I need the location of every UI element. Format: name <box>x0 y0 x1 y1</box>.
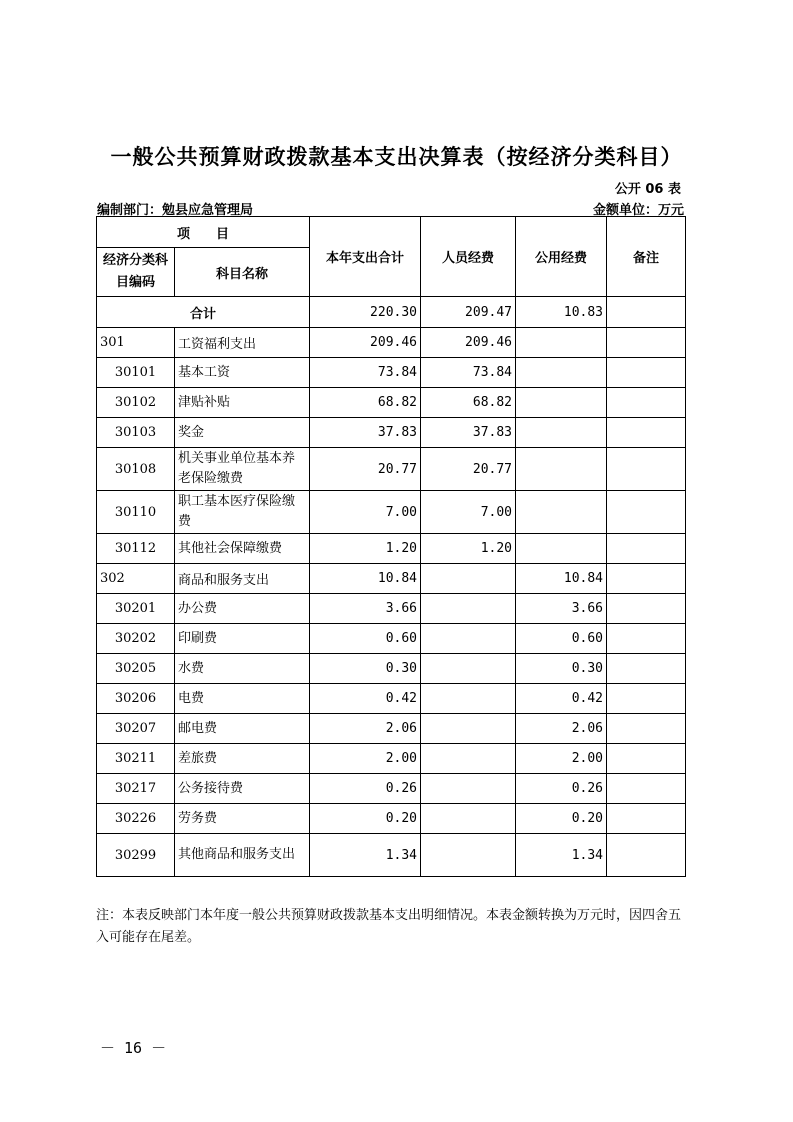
amount-unit-label: 金额单位：万元 <box>592 203 684 218</box>
row-name: 其他社会保障缴费 <box>175 534 310 564</box>
row-personnel <box>421 714 516 744</box>
row-code: 30102 <box>97 388 175 418</box>
row-remark <box>607 774 686 804</box>
row-personnel <box>421 744 516 774</box>
row-remark <box>607 594 686 624</box>
row-name: 职工基本医疗保险缴费 <box>175 491 310 534</box>
row-personnel: 7.00 <box>421 491 516 534</box>
row-code: 30299 <box>97 834 175 877</box>
row-remark <box>607 564 686 594</box>
row-name: 津贴补贴 <box>175 388 310 418</box>
row-code: 30206 <box>97 684 175 714</box>
header-personnel: 人员经费 <box>421 217 516 297</box>
row-total: 37.83 <box>310 418 421 448</box>
table-row <box>97 328 686 358</box>
row-name: 公务接待费 <box>175 774 310 804</box>
table-row <box>97 564 686 594</box>
row-public <box>516 418 607 448</box>
row-public: 0.26 <box>516 774 607 804</box>
row-personnel: 68.82 <box>421 388 516 418</box>
row-code: 30103 <box>97 418 175 448</box>
row-name: 奖金 <box>175 418 310 448</box>
row-public: 3.66 <box>516 594 607 624</box>
row-personnel <box>421 564 516 594</box>
row-code: 30108 <box>97 448 175 491</box>
row-remark <box>607 714 686 744</box>
row-total: 3.66 <box>310 594 421 624</box>
row-name: 办公费 <box>175 594 310 624</box>
row-name: 劳务费 <box>175 804 310 834</box>
row-remark <box>607 744 686 774</box>
department-label: 编制部门：勉县应急管理局 <box>97 203 254 218</box>
total-remark <box>607 297 686 328</box>
row-remark <box>607 684 686 714</box>
row-total: 20.77 <box>310 448 421 491</box>
row-remark <box>607 358 686 388</box>
row-personnel: 209.46 <box>421 328 516 358</box>
row-personnel <box>421 654 516 684</box>
row-total: 10.84 <box>310 564 421 594</box>
row-remark <box>607 834 686 877</box>
row-total: 0.60 <box>310 624 421 654</box>
row-remark <box>607 654 686 684</box>
row-name: 邮电费 <box>175 714 310 744</box>
row-name: 水费 <box>175 654 310 684</box>
row-personnel: 37.83 <box>421 418 516 448</box>
row-remark <box>607 328 686 358</box>
row-remark <box>607 491 686 534</box>
row-total: 0.30 <box>310 654 421 684</box>
row-public: 10.84 <box>516 564 607 594</box>
row-personnel: 1.20 <box>421 534 516 564</box>
table-row <box>97 834 686 877</box>
row-total: 0.20 <box>310 804 421 834</box>
row-code: 30202 <box>97 624 175 654</box>
total-amount: 220.30 <box>310 297 421 328</box>
row-total: 0.26 <box>310 774 421 804</box>
row-name: 差旅费 <box>175 744 310 774</box>
row-code: 30201 <box>97 594 175 624</box>
table-row <box>97 448 686 491</box>
row-personnel: 20.77 <box>421 448 516 491</box>
row-total: 1.20 <box>310 534 421 564</box>
table-row <box>97 388 686 418</box>
table-row <box>97 534 686 564</box>
row-personnel <box>421 594 516 624</box>
row-code: 30101 <box>97 358 175 388</box>
footnote: 注：本表反映部门本年度一般公共预算财政拨款基本支出明细情况。本表金额转换为万元时，因四舍五入可能存在尾差。 <box>96 908 682 945</box>
header-name: 科目名称 <box>175 248 310 297</box>
total-personnel: 209.47 <box>421 297 516 328</box>
table-row <box>97 714 686 744</box>
row-public: 0.30 <box>516 654 607 684</box>
table-row <box>97 654 686 684</box>
header-remark: 备注 <box>607 217 686 297</box>
row-code: 302 <box>97 564 175 594</box>
row-code: 30205 <box>97 654 175 684</box>
row-public <box>516 491 607 534</box>
row-code: 30211 <box>97 744 175 774</box>
page-number: － 16 － <box>100 1039 167 1057</box>
table-row <box>97 594 686 624</box>
row-name: 基本工资 <box>175 358 310 388</box>
row-total: 1.34 <box>310 834 421 877</box>
table-row <box>97 491 686 534</box>
row-public: 0.42 <box>516 684 607 714</box>
total-row <box>97 297 686 328</box>
row-code: 30217 <box>97 774 175 804</box>
row-public <box>516 358 607 388</box>
table-row <box>97 744 686 774</box>
row-code: 30226 <box>97 804 175 834</box>
table-row <box>97 804 686 834</box>
row-total: 209.46 <box>310 328 421 358</box>
row-total: 2.00 <box>310 744 421 774</box>
row-public <box>516 534 607 564</box>
row-code: 301 <box>97 328 175 358</box>
row-total: 68.82 <box>310 388 421 418</box>
row-name: 机关事业单位基本养老保险缴费 <box>175 448 310 491</box>
row-public <box>516 328 607 358</box>
row-personnel <box>421 804 516 834</box>
row-name: 工资福利支出 <box>175 328 310 358</box>
row-code: 30110 <box>97 491 175 534</box>
total-label: 合计 <box>97 297 310 328</box>
row-personnel <box>421 684 516 714</box>
row-name: 其他商品和服务支出 <box>175 834 310 877</box>
table-row <box>97 418 686 448</box>
row-public: 2.00 <box>516 744 607 774</box>
row-remark <box>607 624 686 654</box>
row-remark <box>607 804 686 834</box>
row-personnel <box>421 624 516 654</box>
total-public: 10.83 <box>516 297 607 328</box>
row-personnel: 73.84 <box>421 358 516 388</box>
row-public: 2.06 <box>516 714 607 744</box>
header-code: 经济分类科目编码 <box>97 248 175 297</box>
row-public: 1.34 <box>516 834 607 877</box>
header-total: 本年支出合计 <box>310 217 421 297</box>
row-remark <box>607 418 686 448</box>
page-title: 一般公共预算财政拨款基本支出决算表（按经济分类科目） <box>110 145 683 169</box>
row-code: 30112 <box>97 534 175 564</box>
row-public: 0.20 <box>516 804 607 834</box>
row-personnel <box>421 774 516 804</box>
row-total: 0.42 <box>310 684 421 714</box>
row-code: 30207 <box>97 714 175 744</box>
row-public: 0.60 <box>516 624 607 654</box>
row-public <box>516 448 607 491</box>
row-total: 7.00 <box>310 491 421 534</box>
row-name: 电费 <box>175 684 310 714</box>
row-name: 印刷费 <box>175 624 310 654</box>
row-remark <box>607 448 686 491</box>
expenditure-table <box>96 216 686 877</box>
header-public: 公用经费 <box>516 217 607 297</box>
table-row <box>97 358 686 388</box>
header-item: 项 目 <box>97 217 310 248</box>
row-public <box>516 388 607 418</box>
row-total: 2.06 <box>310 714 421 744</box>
row-remark <box>607 388 686 418</box>
table-row <box>97 684 686 714</box>
row-remark <box>607 534 686 564</box>
form-number: 公开 06 表 <box>614 182 681 197</box>
row-name: 商品和服务支出 <box>175 564 310 594</box>
row-total: 73.84 <box>310 358 421 388</box>
row-personnel <box>421 834 516 877</box>
table-row <box>97 774 686 804</box>
table-row <box>97 624 686 654</box>
